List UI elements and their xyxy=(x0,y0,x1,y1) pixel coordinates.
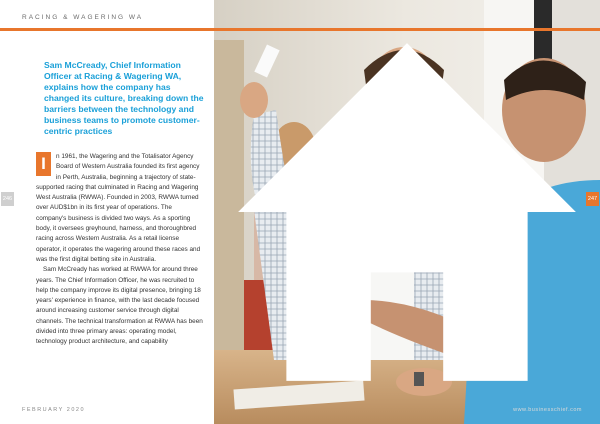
article-paragraph-2: Sam McCready has worked at RWWA for around three years. The Chief Information Officer, he was recruited to help the company improve its digital presence, bringing 18 years' experience in finance, with the last decade focused around increasing customer service through digital channels. The technical transformation at RWWA has been divided into three primary areas: operating model, technology product architecture, and capability xyxy=(36,266,203,346)
article-headline: Sam McCready, Chief Information Officer at Racing & Wagering WA, explains how the company has changed its culture, breaking down the barriers between the technology and business teams to promote customer-centric practices xyxy=(44,60,204,136)
drop-cap: I xyxy=(36,152,51,176)
header-accent-rule xyxy=(0,28,600,31)
article-paragraph-1: n 1961, the Wagering and the Totalisator Agency Board of Western Australia founded its first agency in Perth, Australia, beginning a trajectory of state-supported racing that culminated in Racing and Wagering West Australia (RWWA). Founded in 2003, RWWA turned over AUD$1bn in its first year of operations. The company's business is divided two ways. As a sporting body, it oversees greyhound, harness, and thoroughbred racing across Western Australia. As a retail license operator, it operates the wagering around these races and was the first digital betting site in Australia. xyxy=(36,153,201,263)
footer-date: FEBRUARY 2020 xyxy=(22,407,86,413)
footer-website[interactable]: www.businesschief.com xyxy=(513,407,582,413)
article-body xyxy=(36,152,204,348)
article-photo xyxy=(214,0,600,424)
page-number-left: 246 xyxy=(1,192,14,206)
publication-label: RACING & WAGERING WA xyxy=(22,14,144,21)
page-number-right: 247 xyxy=(586,192,599,206)
article-text-page xyxy=(0,0,214,424)
home-icon[interactable] xyxy=(214,0,600,424)
